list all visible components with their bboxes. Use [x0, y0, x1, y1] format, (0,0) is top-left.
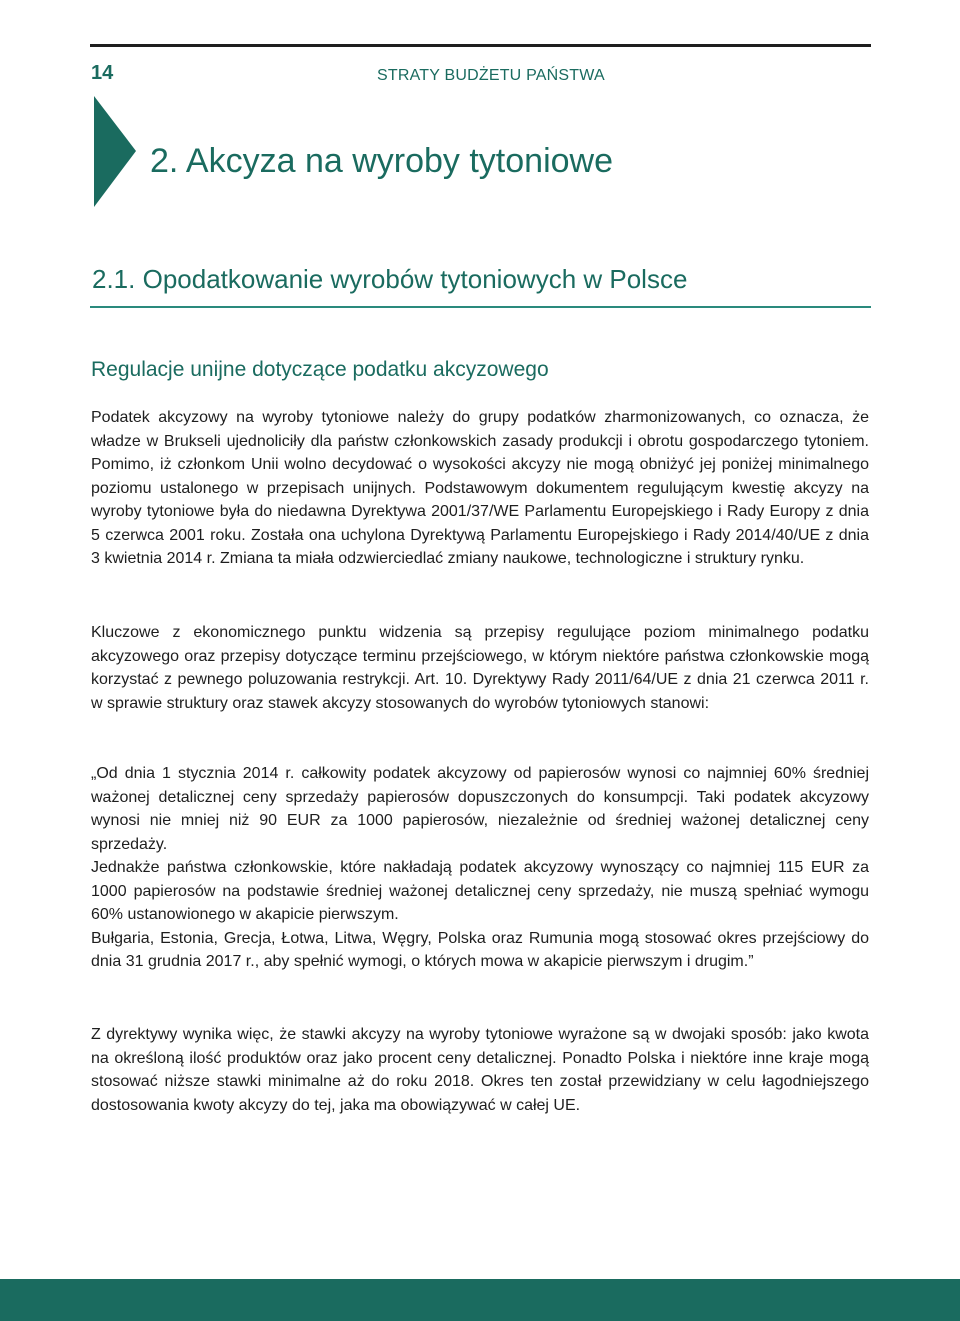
- paragraph-conclusion: Z dyrektywy wynika więc, że stawki akcyzy na wyroby tytoniowe wyrażone są w dwojaki sposób: jako kwota na określoną ilość produktów oraz jako procent ceny detalicznej. Ponadto Polska i niektóre inne kraje mogą stosować niższe stawki minimalne aż do roku 2018. Okres ten został przewidziany w celu łagodniejszego dostosowania kwoty akcyzy do tej, jaka ma obowiązywać w całej UE.: [91, 1026, 869, 1114]
- paragraph-key-provisions: Kluczowe z ekonomicznego punktu widzenia są przepisy regulujące poziom minimalnego podatku akcyzowego oraz przepisy dotyczące terminu przejściowego, w którym niektóre państwa członkowskie mogą korzystać z pewnego poluzowania restrykcji. Art. 10. Dyrektywy Rady 2011/64/UE z dnia 21 czerwca 2011 r. w sprawie struktury oraz stawek akcyzy stosowanych do wyrobów tytoniowych stanowi:: [91, 624, 869, 712]
- paragraph-eu-regulations: Podatek akcyzowy na wyroby tytoniowe należy do grupy podatków zharmonizowanych, co oznacza, że władze w Brukseli ujednoliciły dla państw członkowskich zasady produkcji i obrotu gospodarczego tytoniem. Pomimo, iż członkom Unii wolno decydować o wysokości akcyzy nie mogą obniżyć jej poniżej minimalnego poziomu ustalonego w przepisach unijnych. Podstawowym dokumentem regulującym kwestię akcyzy na wyroby tytoniowe była do niedawna Dyrektywa 2001/37/WE Parlamentu Europejskiego i Rady Europy z dnia 5 czerwca 2001 roku. Została ona uchylona Dyrektywą Parlamentu Europejskiego i Rady 2014/40/UE z dnia 3 kwietnia 2014 r. Zmiana ta miała odzwierciedlać zmiany naukowe, technologiczne i struktury rynku.: [91, 409, 869, 567]
- quote-paragraph-2: Jednakże państwa członkowskie, które nakładają podatek akcyzowy wynoszący co najmniej 115 EUR za 1000 papierosów na podstawie średniej ważonej detalicznej ceny sprzedaży, nie muszą spełniać wymogu 60% ustanowionego w akapicie pierwszym.: [91, 859, 869, 923]
- quote-paragraph-3: Bułgaria, Estonia, Grecja, Łotwa, Litwa, Węgry, Polska oraz Rumunia mogą stosować okres przejściowy do dnia 31 grudnia 2017 r., aby spełnić wymogi, o których mowa w akapicie pierwszym i drugim.”: [91, 929, 869, 970]
- subsection-title: Regulacje unijne dotyczące podatku akcyzowego: [91, 358, 549, 381]
- quote-paragraph-1: „Od dnia 1 stycznia 2014 r. całkowity podatek akcyzowy od papierosów wynosi co najmniej 60% średniej ważonej detalicznej ceny sprzedaży papierosów dopuszczonych do konsumpcji. Taki podatek akcyzowy wynosi nie mniej niż 90 EUR za 1000 papierosów, niezależnie od średniej ważonej detalicznej ceny sprzedaży.: [91, 765, 869, 853]
- footer-band: [0, 1279, 960, 1321]
- header-rule: [90, 44, 871, 47]
- directive-quote: [91, 762, 869, 974]
- section-title: 2.1. Opodatkowanie wyrobów tytoniowych w Polsce: [92, 264, 688, 294]
- chapter-title: 2. Akcyza na wyroby tytoniowe: [150, 142, 614, 180]
- section-rule: [90, 306, 871, 308]
- running-header: STRATY BUDŻETU PAŃSTWA: [377, 67, 605, 84]
- chevron-right-icon: [94, 96, 136, 207]
- chevron-shape: [94, 96, 136, 207]
- page-number: 14: [91, 62, 114, 84]
